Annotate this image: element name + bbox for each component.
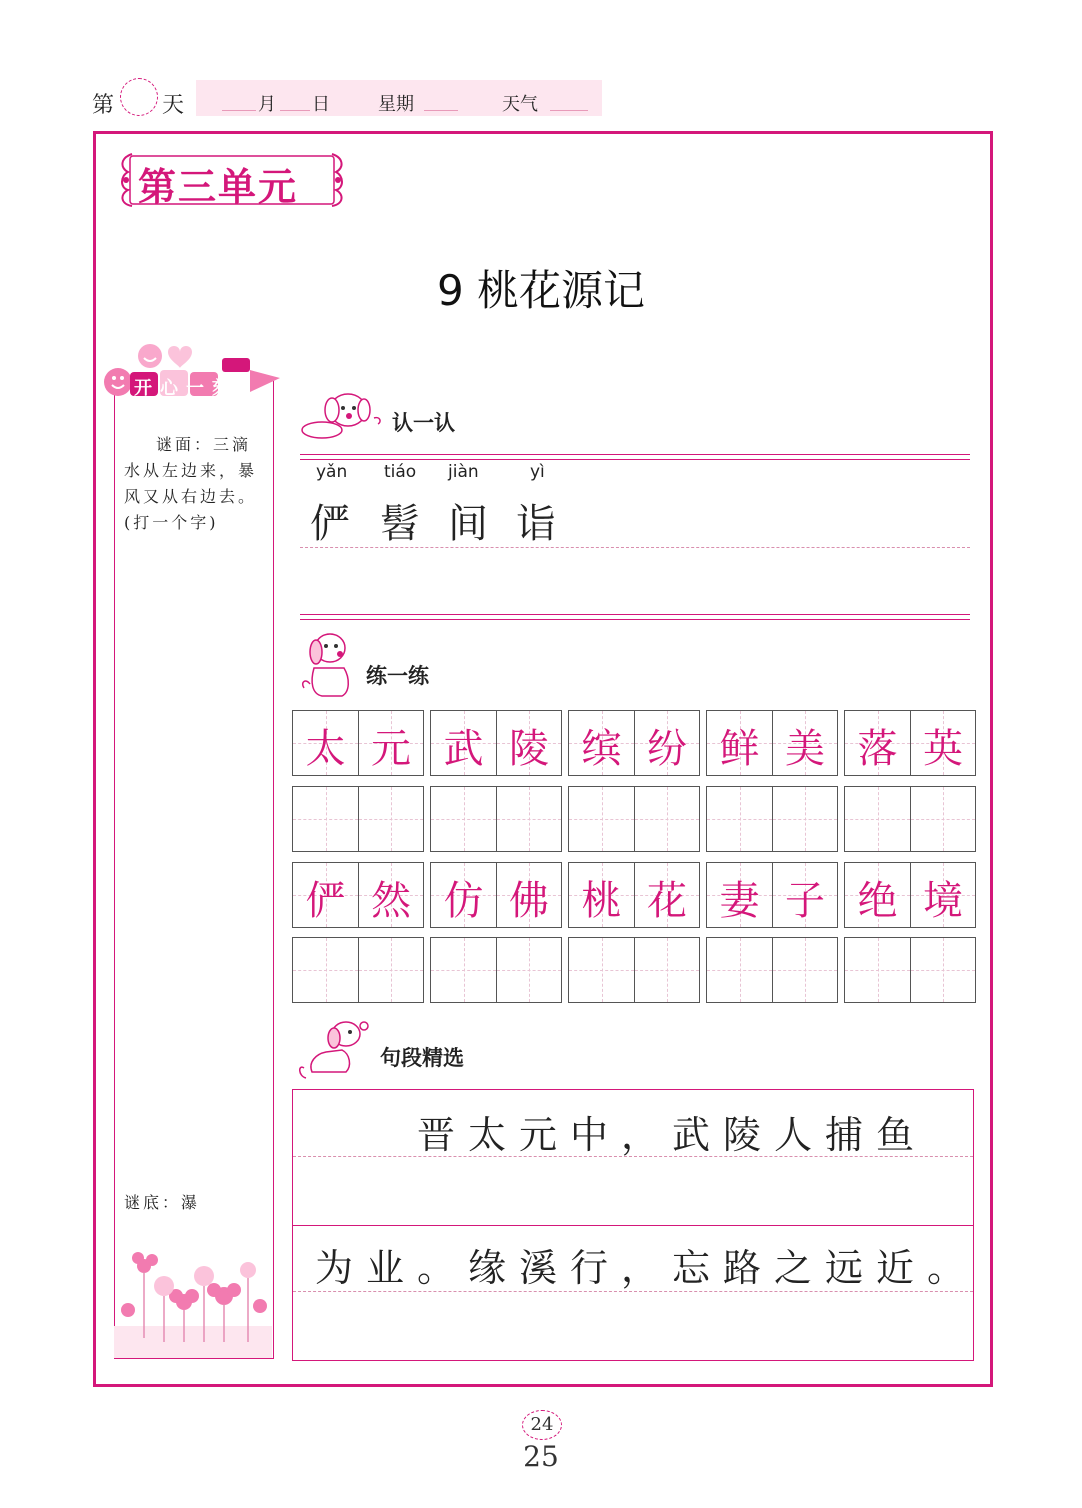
month-label: 月 — [258, 94, 276, 115]
writing-pair[interactable] — [430, 786, 562, 852]
practice-pair-10 — [844, 862, 976, 928]
recognize-char-3: 间 — [448, 501, 488, 547]
flowers-icon — [114, 1226, 272, 1358]
recognize-char-2: 髫 — [380, 501, 420, 547]
happy-moment-badge — [100, 338, 286, 400]
page-number-left: 24 — [522, 1410, 562, 1440]
recognize-bottom-lines — [300, 614, 970, 620]
writing-pair[interactable] — [292, 937, 424, 1003]
pinyin-4: yì — [530, 462, 545, 482]
practice-cell: 桃 — [569, 863, 634, 927]
practice-pair-3 — [568, 710, 700, 776]
practice-cell: 花 — [634, 863, 699, 927]
unit-title-box — [118, 150, 346, 210]
practice-cell: 仿 — [431, 863, 496, 927]
riddle-answer: 谜底：瀑 — [124, 1193, 201, 1212]
weekday-blank[interactable] — [424, 110, 458, 111]
writing-pair[interactable] — [706, 786, 838, 852]
recognize-dashed-line — [300, 547, 970, 548]
day-number-label: 第 — [92, 93, 115, 118]
flowers-decoration — [114, 1226, 272, 1358]
practice-cell: 美 — [772, 711, 837, 775]
practice-cell: 英 — [910, 711, 975, 775]
practice-cell: 境 — [910, 863, 975, 927]
writing-pair[interactable] — [292, 786, 424, 852]
unit-title: 第三单元 — [138, 165, 299, 209]
page-number-right: 25 — [523, 1440, 559, 1473]
practice-pair-5 — [844, 710, 976, 776]
practice-cell: 然 — [358, 863, 423, 927]
recognize-char-1: 俨 — [310, 501, 350, 547]
writing-pair[interactable] — [568, 937, 700, 1003]
day-label: 天 — [162, 93, 185, 118]
pinyin-2: tiáo — [384, 462, 417, 482]
month-blank[interactable] — [222, 110, 256, 111]
weekday-label: 星期 — [378, 94, 414, 115]
writing-pair[interactable] — [568, 786, 700, 852]
practice-cell: 太 — [293, 711, 358, 775]
writing-pair[interactable] — [844, 937, 976, 1003]
practice-cell: 妻 — [707, 863, 772, 927]
weather-label: 天气 — [502, 94, 538, 115]
passage-dashed-2 — [293, 1291, 973, 1292]
recognize-top-lines — [300, 454, 970, 460]
sitting-puppy-icon — [300, 630, 356, 698]
pinyin-3: jiàn — [448, 462, 479, 482]
day-number-circle[interactable] — [120, 78, 158, 116]
passage-title: 句段精选 — [380, 1046, 464, 1070]
date-day-label: 日 — [312, 94, 330, 115]
practice-cell: 子 — [772, 863, 837, 927]
day-blank[interactable] — [280, 110, 310, 111]
passage-line-2: 为业。缘溪行，忘路之远近。 — [315, 1246, 979, 1290]
practice-cell: 陵 — [496, 711, 561, 775]
practice-pair-9 — [706, 862, 838, 928]
writing-pair[interactable] — [706, 937, 838, 1003]
recognize-char-4: 诣 — [516, 501, 556, 547]
weather-blank[interactable] — [550, 110, 588, 111]
happy-moment-label: 开心一刻 — [134, 378, 238, 399]
practice-cell: 武 — [431, 711, 496, 775]
practice-title: 练一练 — [366, 664, 429, 688]
practice-cell: 绝 — [845, 863, 910, 927]
practice-pair-6 — [292, 862, 424, 928]
riddle-text: 谜面：三滴水从左边来，暴风又从右边去。(打一个字) — [124, 435, 258, 532]
pinyin-1: yǎn — [316, 462, 348, 482]
recognize-title: 认一认 — [392, 411, 455, 435]
practice-cell: 元 — [358, 711, 423, 775]
practice-pair-7 — [430, 862, 562, 928]
passage-solid-divider — [293, 1225, 973, 1226]
passage-line-1: 晋太元中，武陵人捕鱼 — [417, 1113, 928, 1157]
practice-cell: 鲜 — [707, 711, 772, 775]
practice-pair-2 — [430, 710, 562, 776]
practice-cell: 俨 — [293, 863, 358, 927]
practice-cell: 纷 — [634, 711, 699, 775]
practice-pair-8 — [568, 862, 700, 928]
practice-pair-1 — [292, 710, 424, 776]
lesson-title: 9 桃花源记 — [436, 266, 646, 315]
practice-cell: 落 — [845, 711, 910, 775]
practice-cell: 缤 — [569, 711, 634, 775]
practice-cell: 佛 — [496, 863, 561, 927]
passage-dashed-1 — [293, 1156, 973, 1157]
writing-pair[interactable] — [430, 937, 562, 1003]
writing-pair[interactable] — [844, 786, 976, 852]
running-puppy-icon — [296, 1018, 376, 1084]
passage-box — [292, 1089, 979, 1361]
practice-pair-4 — [706, 710, 838, 776]
puppy-icon — [294, 388, 386, 444]
